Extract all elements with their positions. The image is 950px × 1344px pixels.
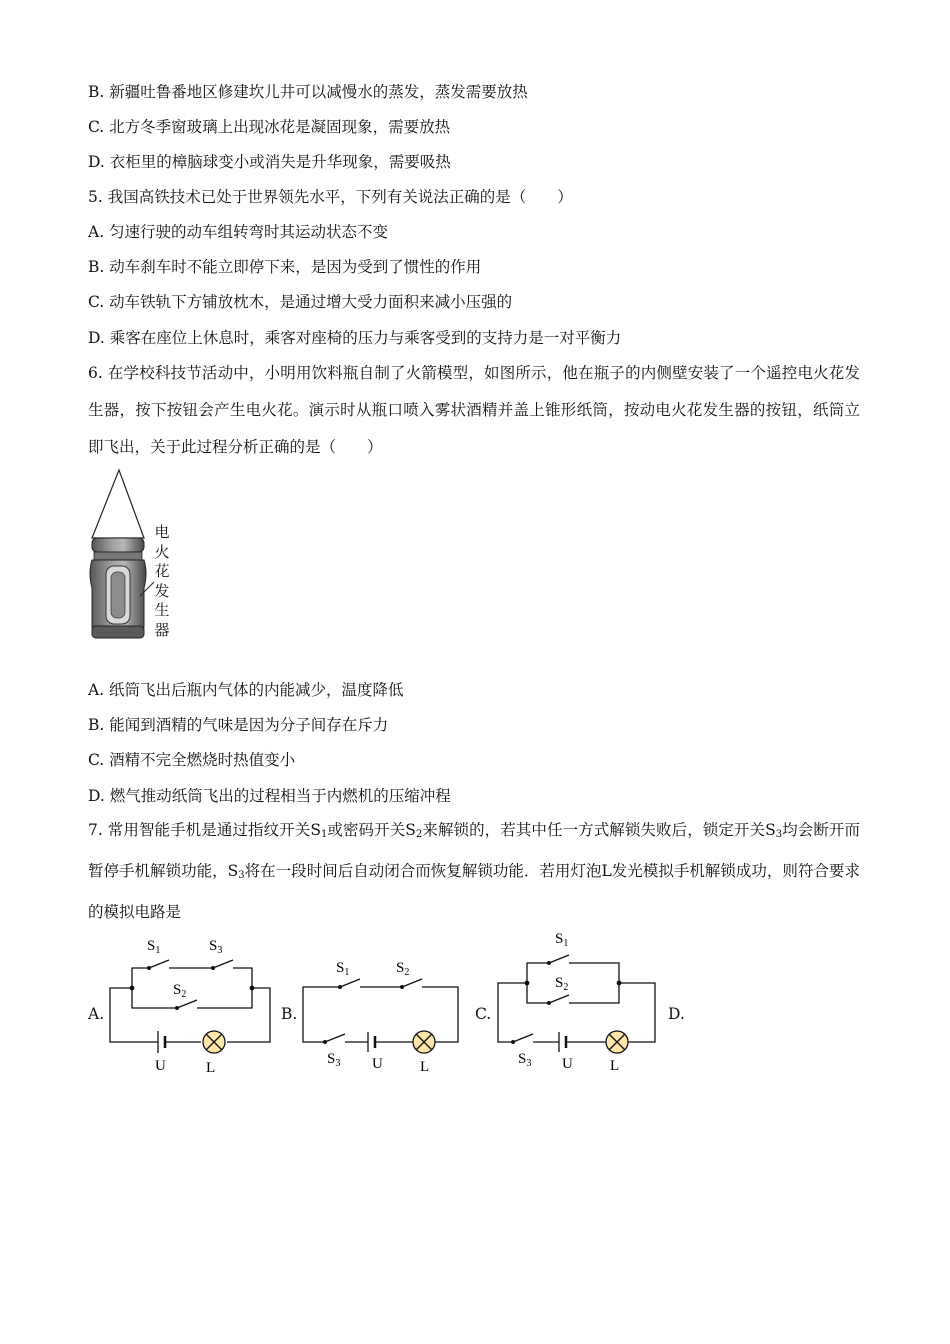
battery-u-label: U [155,1058,166,1074]
switch-s1-label: $S_1$ [336,960,350,978]
q7-option-d-label: D. [668,1005,685,1023]
q4-option-b: B. 新疆吐鲁番地区修建坎儿井可以减慢水的蒸发，蒸发需要放热 [88,83,528,101]
switch-s1-label: $S_1$ [555,931,569,949]
switch-s2-label: $S_2$ [173,982,187,1000]
q6-option-a: A. 纸筒飞出后瓶内气体的内能减少，温度降低 [88,681,404,699]
switch-s3-label: $S_3$ [209,938,223,956]
q5-option-d: D. 乘客在座位上休息时，乘客对座椅的压力与乘客受到的支持力是一对平衡力 [88,329,622,347]
switch-s2-label: $S_2$ [396,960,410,978]
q5-stem: 5. 我国高铁技术已处于世界领先水平，下列有关说法正确的是（ ） [88,188,573,206]
q5-option-b: B. 动车刹车时不能立即停下来，是因为受到了惯性的作用 [88,258,482,276]
lamp-l-label: L [206,1060,216,1075]
q6-stem: 6. 在学校科技节活动中，小明用饮料瓶自制了火箭模型，如图所示，他在瓶子的内侧壁安装了一个遥控电火花发生器，按下按钮会产生电火花。演示时从瓶口喷入雾状酒精并盖上锥形纸筒，按动电火花发生器的按钮，纸筒立即飞出，关于此过程分析正确的是（ ） [88,364,860,456]
switch-s3-label: $S_3$ [518,1051,532,1069]
q7-option-c-label: C. [475,1005,492,1023]
q5-option-c: C. 动车铁轨下方铺放枕木，是通过增大受力面积来减小压强的 [88,293,513,311]
circuit-b [300,955,465,1075]
lamp-l-label: L [610,1058,620,1074]
q7-stem: 7. 常用智能手机是通过指纹开关$S_1$或密码开关$S_2$来解锁的，若其中任一方式解锁失败后，锁定开关$S_3$均会断开而暂停手机解锁功能，$S_3$将在一段时间后自动闭合而恢复解锁功能．若用灯泡L发光模拟手机解锁成功，则符合要求的模拟电路是 [88,821,860,921]
q5-option-a: A. 匀速行驶的动车组转弯时其运动状态不变 [88,223,389,241]
rocket-figure [84,468,184,643]
spark-generator-label: 电 火 花 发 生 器 [154,523,170,639]
switch-s1-label: $S_1$ [147,938,161,956]
circuit-c [493,925,663,1075]
q6-option-d: D. 燃气推动纸筒飞出的过程相当于内燃机的压缩冲程 [88,787,451,805]
q6-option-b: B. 能闻到酒精的气味是因为分子间存在斥力 [88,716,389,734]
q6-option-c: C. 酒精不完全燃烧时热值变小 [88,751,296,769]
q7-option-a-label: A. [88,1005,105,1023]
battery-u-label: U [562,1056,573,1072]
switch-s3-label: $S_3$ [327,1051,341,1069]
q4-option-d: D. 衣柜里的樟脑球变小或消失是升华现象，需要吸热 [88,153,451,171]
lamp-icon [606,1031,628,1053]
switch-s2-label: $S_2$ [555,975,569,993]
lamp-icon [413,1031,435,1053]
circuit-a [105,930,275,1075]
lamp-l-label: L [420,1059,430,1075]
lamp-icon [203,1031,225,1053]
q7-option-b-label: B. [281,1005,298,1023]
battery-u-label: U [372,1056,383,1072]
q4-option-c: C. 北方冬季窗玻璃上出现冰花是凝固现象，需要放热 [88,118,451,136]
